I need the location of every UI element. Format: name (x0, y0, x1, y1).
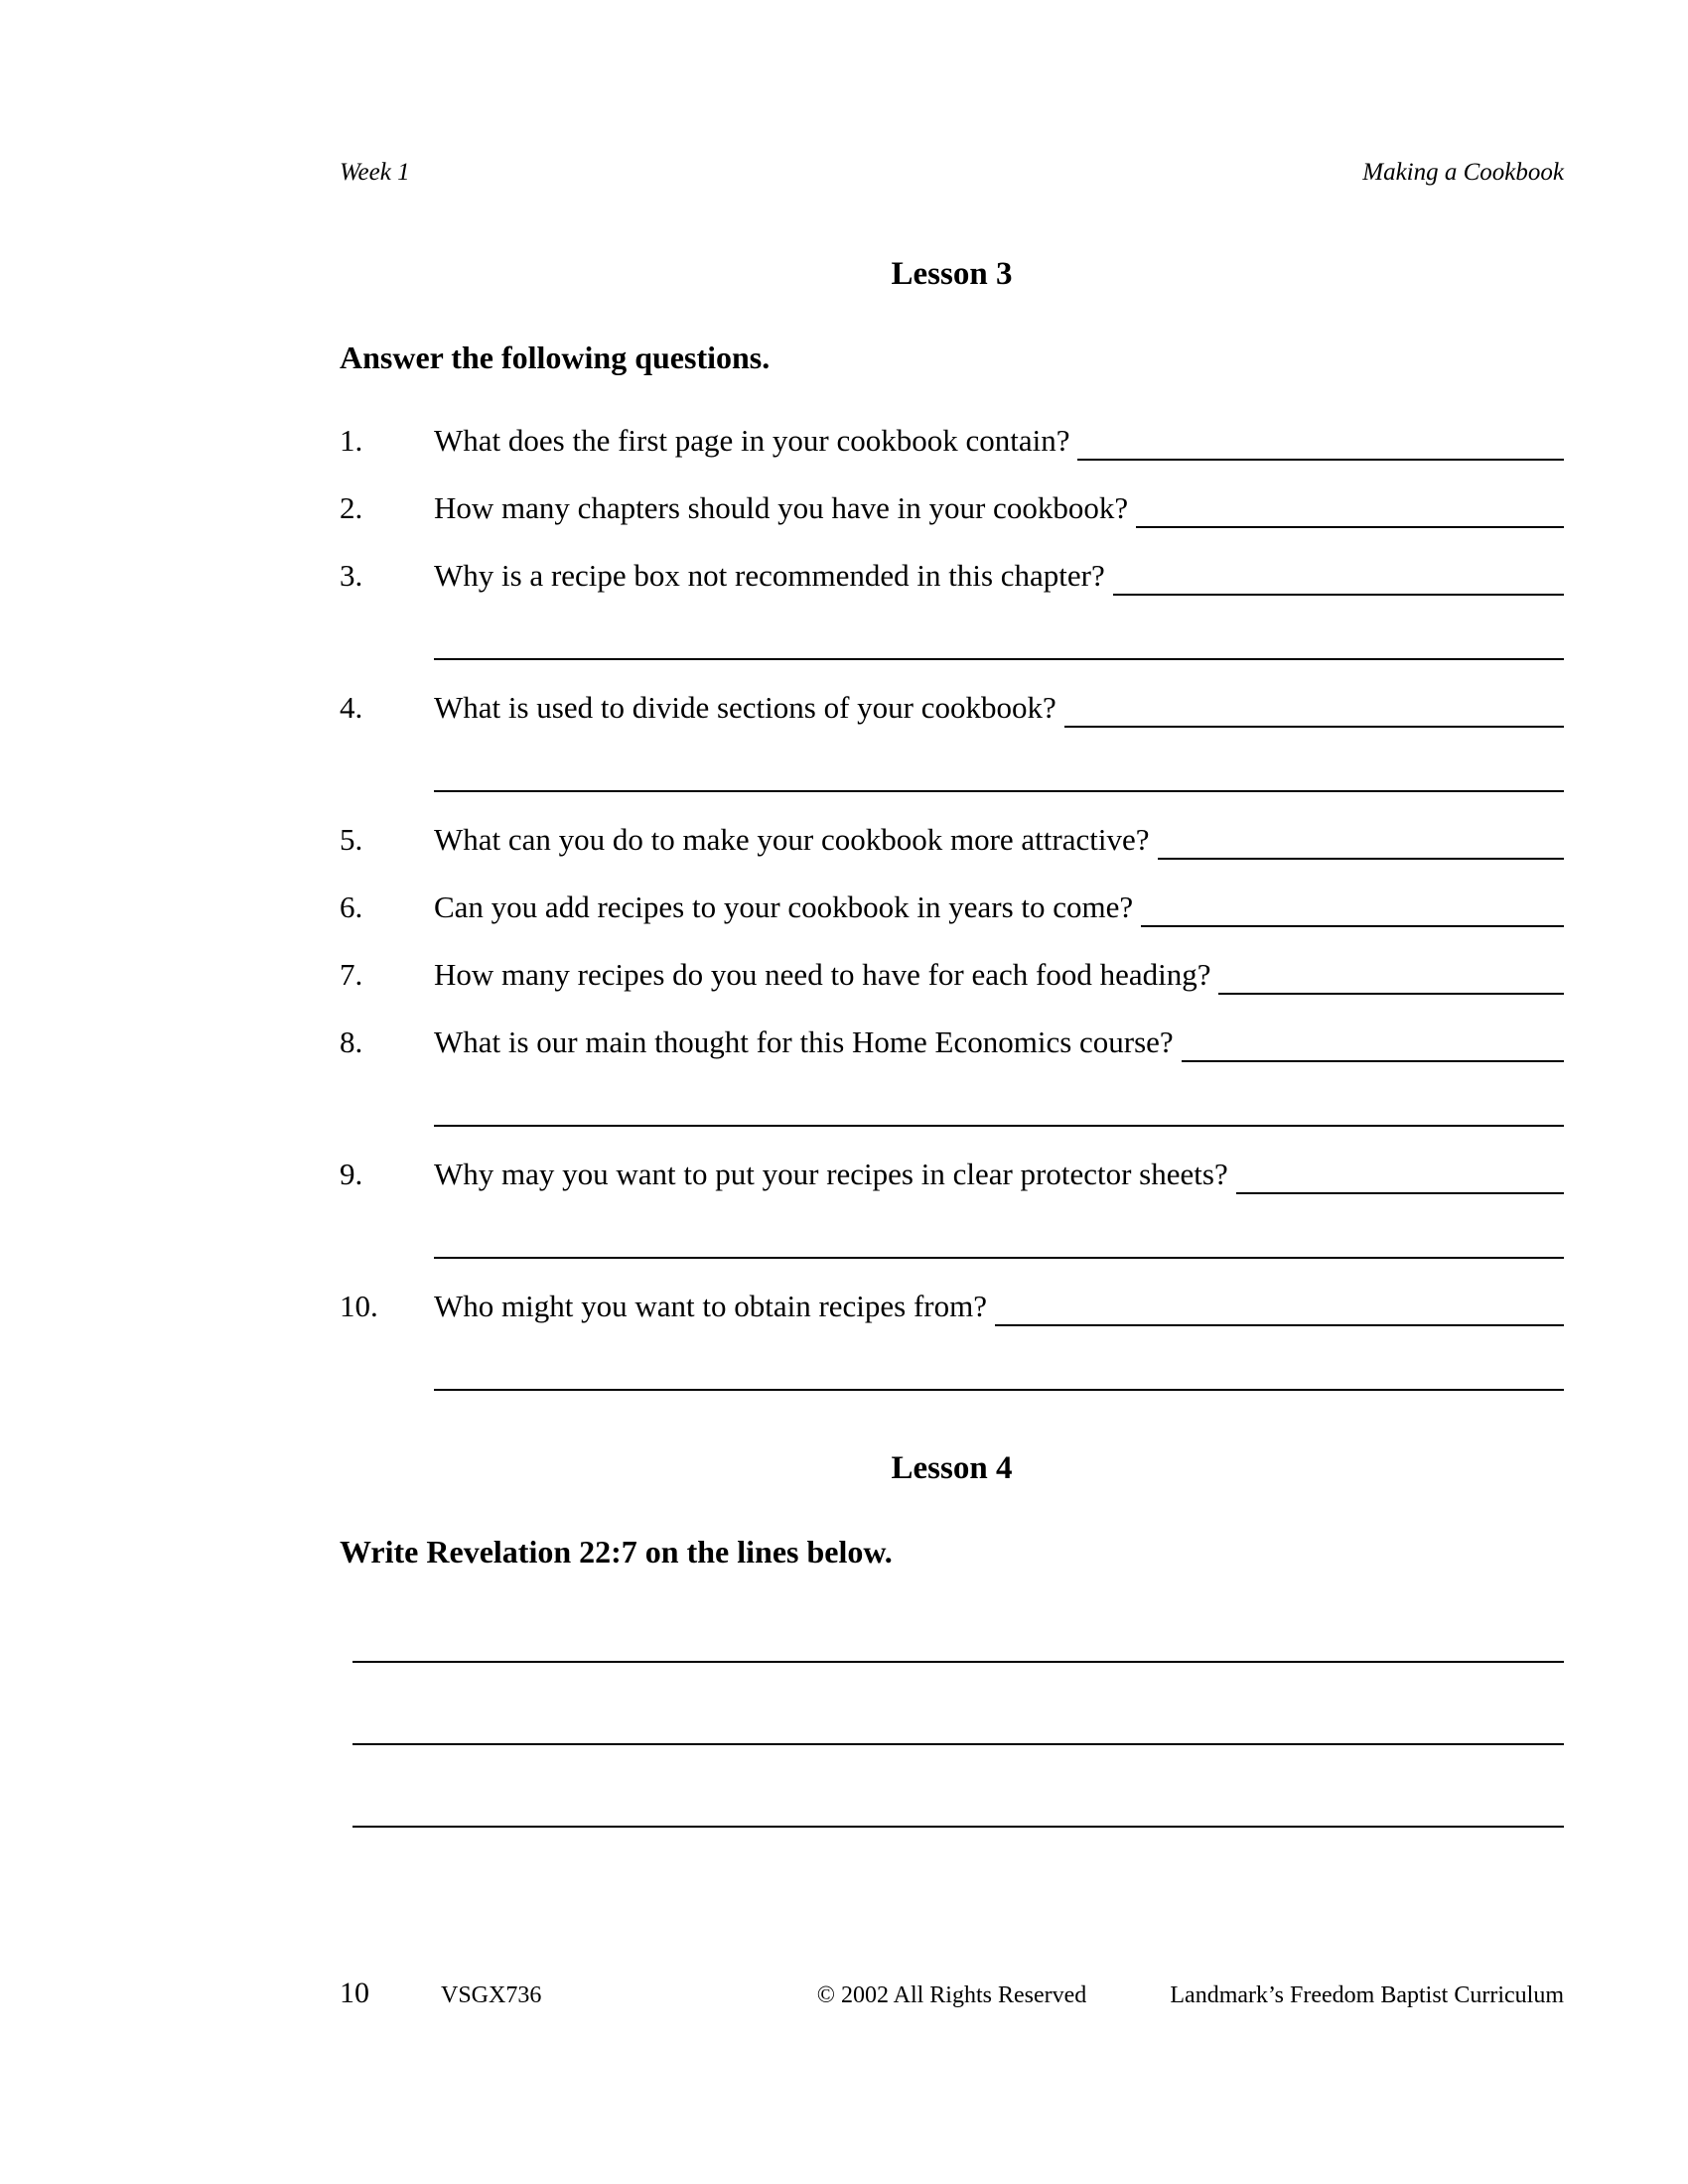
answer-blank-line[interactable] (1113, 556, 1564, 596)
question-block (340, 488, 1564, 528)
writing-line[interactable] (352, 1580, 1564, 1663)
question-text: Why may you want to put your recipes in clear protector sheets? (434, 1157, 1228, 1191)
question-number: 10. (340, 1289, 378, 1323)
question-row (340, 488, 1564, 528)
question-number: 3. (340, 558, 363, 593)
answer-blank-line[interactable] (1077, 421, 1564, 461)
question-text: Can you add recipes to your cookbook in years to come? (434, 889, 1134, 924)
question-text: What is used to divide sections of your cookbook? (434, 690, 1056, 725)
question-number: 2. (340, 490, 363, 525)
lesson3-title: Lesson 3 (891, 256, 1013, 292)
answer-blank-line[interactable] (995, 1287, 1564, 1326)
questions-list (340, 421, 1564, 1391)
question-text: Why is a recipe box not recommended in this chapter? (434, 558, 1105, 593)
answer-continuation-line[interactable] (434, 728, 1564, 792)
question-block (340, 421, 1564, 461)
question-block (340, 1287, 1564, 1391)
question-block (340, 887, 1564, 927)
question-text: Who might you want to obtain recipes from? (434, 1289, 988, 1323)
question-text: How many chapters should you have in your cookbook? (434, 490, 1129, 525)
question-text: How many recipes do you need to have for each food heading? (434, 957, 1211, 992)
question-text: What is our main thought for this Home Economics course? (434, 1024, 1174, 1059)
answer-blank-line[interactable] (1136, 488, 1564, 528)
question-row (340, 887, 1564, 927)
header-week-label: Week 1 (340, 159, 410, 186)
question-row (340, 1155, 1564, 1194)
question-row (340, 688, 1564, 728)
question-number: 1. (340, 423, 363, 458)
answer-blank-line[interactable] (1236, 1155, 1564, 1194)
answer-blank-line[interactable] (1064, 688, 1564, 728)
question-number: 6. (340, 889, 363, 924)
question-number: 5. (340, 822, 363, 857)
answer-continuation-line[interactable] (434, 1062, 1564, 1127)
question-number: 9. (340, 1157, 363, 1191)
lesson4-instruction: Write Revelation 22:7 on the lines below. (340, 1534, 893, 1570)
question-row (340, 421, 1564, 461)
question-block (340, 556, 1564, 660)
question-number: 8. (340, 1024, 363, 1059)
footer-left (340, 1979, 817, 2010)
curriculum-code: VSGX736 (441, 1982, 542, 2008)
answer-continuation-line[interactable] (434, 1194, 1564, 1259)
question-block (340, 1023, 1564, 1127)
lesson3-instruction: Answer the following questions. (340, 340, 771, 375)
question-number: 4. (340, 690, 363, 725)
question-block (340, 820, 1564, 860)
answer-blank-line[interactable] (1218, 955, 1564, 995)
question-number: 7. (340, 957, 363, 992)
answer-continuation-line[interactable] (434, 596, 1564, 660)
question-row (340, 955, 1564, 995)
question-text: What does the first page in your cookbook contain? (434, 423, 1070, 458)
answer-blank-line[interactable] (1158, 820, 1565, 860)
copyright-text: © 2002 All Rights Reserved (816, 1982, 1087, 2008)
lesson4-title: Lesson 4 (891, 1450, 1013, 1486)
question-row (340, 1287, 1564, 1326)
writing-line[interactable] (352, 1745, 1564, 1828)
publisher-text: Landmark’s Freedom Baptist Curriculum (1170, 1982, 1564, 2008)
answer-continuation-line[interactable] (434, 1326, 1564, 1391)
answer-blank-line[interactable] (1182, 1023, 1564, 1062)
page-header (340, 157, 1564, 189)
question-row (340, 1023, 1564, 1062)
writing-line[interactable] (352, 1663, 1564, 1745)
writing-lines (352, 1580, 1564, 1828)
page-number: 10 (340, 1977, 369, 2009)
question-block (340, 955, 1564, 995)
question-row (340, 556, 1564, 596)
question-block (340, 1155, 1564, 1259)
answer-blank-line[interactable] (1141, 887, 1564, 927)
question-block (340, 688, 1564, 792)
question-text: What can you do to make your cookbook more attractive? (434, 822, 1150, 857)
page-footer (340, 1979, 1564, 2010)
header-course-title: Making a Cookbook (1362, 159, 1564, 186)
question-row (340, 820, 1564, 860)
